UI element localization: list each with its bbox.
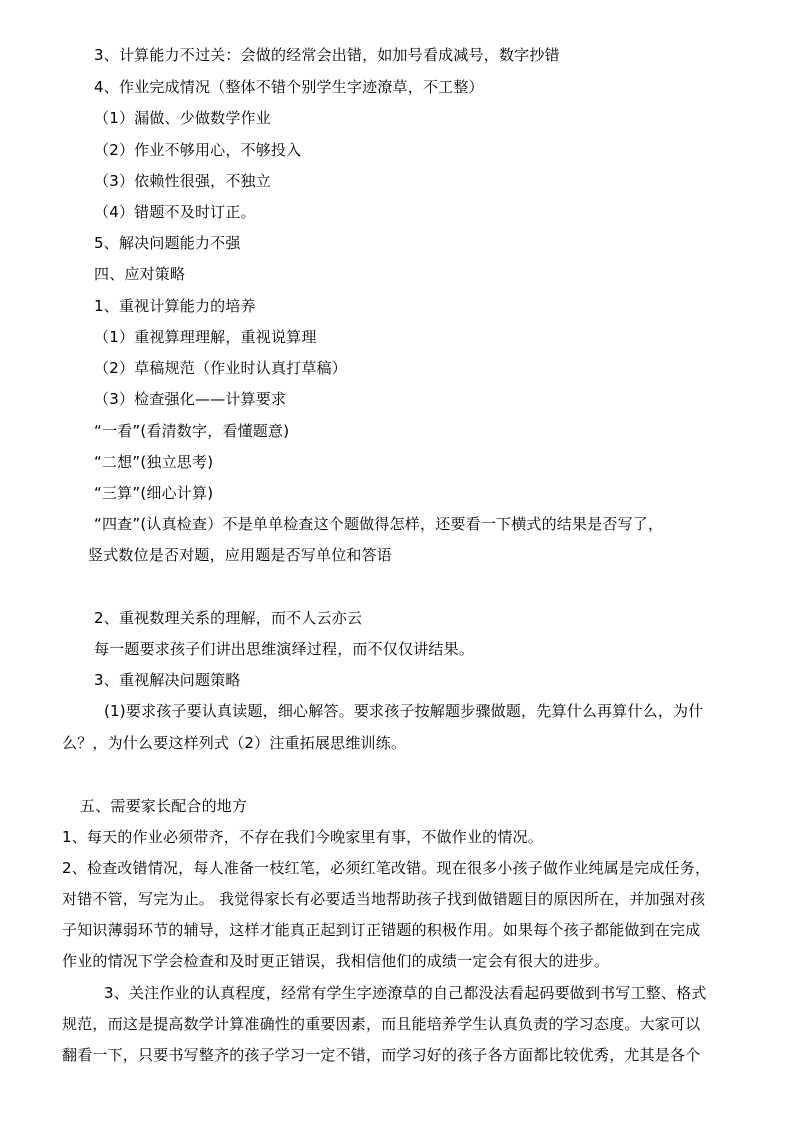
text-line: 2、重视数理关系的理解，而不人云亦云 [94, 609, 363, 627]
text-line: （2）作业不够用心，不够投入 [94, 141, 302, 159]
text-line: 规范，而这是提高数学计算准确性的重要因素，而且能培养学生认真负责的学习态度。大家可以 [62, 1015, 701, 1033]
text-line: 4、作业完成情况（整体不错个别学生字迹潦草，不工整） [94, 78, 484, 96]
text-line: 竖式数位是否对题，应用题是否写单位和答语 [88, 546, 393, 564]
text-line: （1）漏做、少做数学作业 [94, 109, 271, 127]
text-line: 3、计算能力不过关：会做的经常会出错，如加号看成减号，数字抄错 [94, 46, 560, 64]
text-line: （1）重视算理理解，重视说算理 [94, 328, 317, 346]
text-line: 子知识薄弱环节的辅导，这样才能真正起到订正错题的积极作用。如果每个孩子都能做到在完成 [62, 921, 701, 939]
section-heading: 五、需要家长配合的地方 [80, 797, 248, 815]
text-line: 3、重视解决问题策略 [94, 671, 241, 689]
text-line: 每一题要求孩子们讲出思维演绎过程，而不仅仅讲结果。 [94, 640, 475, 658]
text-line: 3、关注作业的认真程度，经常有学生字迹潦草的自己都没法看起码要做到书写工整、格式 [104, 984, 707, 1002]
text-line: 作业的情况下学会检查和及时更正错误，我相信他们的成绩一定会有很大的进步。 [62, 952, 610, 970]
text-line: 1、每天的作业必须带齐，不存在我们今晚家里有事，不做作业的情况。 [62, 828, 543, 846]
text-line: (1)要求孩子要认真读题，细心解答。要求孩子按解题步骤做题，先算什么再算什么，为什 [104, 702, 704, 720]
text-line: 翻看一下，只要书写整齐的孩子学习一定不错，而学习好的孩子各方面都比较优秀，尤其是各个 [62, 1046, 701, 1064]
text-line: 么？，为什么要这样列式（2）注重拓展思维训练。 [62, 734, 407, 752]
text-line: “二想”(独立思考) [94, 453, 214, 471]
text-line: （3）检查强化——计算要求 [94, 390, 287, 408]
text-line: “三算”(细心计算) [94, 484, 214, 502]
text-line: “一看”(看清数字，看懂题意) [94, 422, 290, 440]
text-line: 1、重视计算能力的培养 [94, 297, 256, 315]
text-line: “四查”(认真检查）不是单单检查这个题做得怎样，还要看一下横式的结果是否写了， [94, 515, 664, 533]
text-line: （3）依赖性很强，不独立 [94, 172, 271, 190]
section-heading: 四、应对策略 [94, 265, 186, 283]
text-line: （4）错题不及时订正。 [94, 203, 256, 221]
text-line: （2）草稿规范（作业时认真打草稿） [94, 359, 347, 377]
text-line: 5、解决问题能力不强 [94, 234, 241, 252]
text-line: 2、检查改错情况，每人准备一枝红笔，必须红笔改错。现在很多小孩子做作业纯属是完成任务， [62, 859, 711, 877]
text-line: 对错不管，写完为止。 我觉得家长有必要适当地帮助孩子找到做错题目的原因所在，并加强对孩 [62, 890, 706, 908]
